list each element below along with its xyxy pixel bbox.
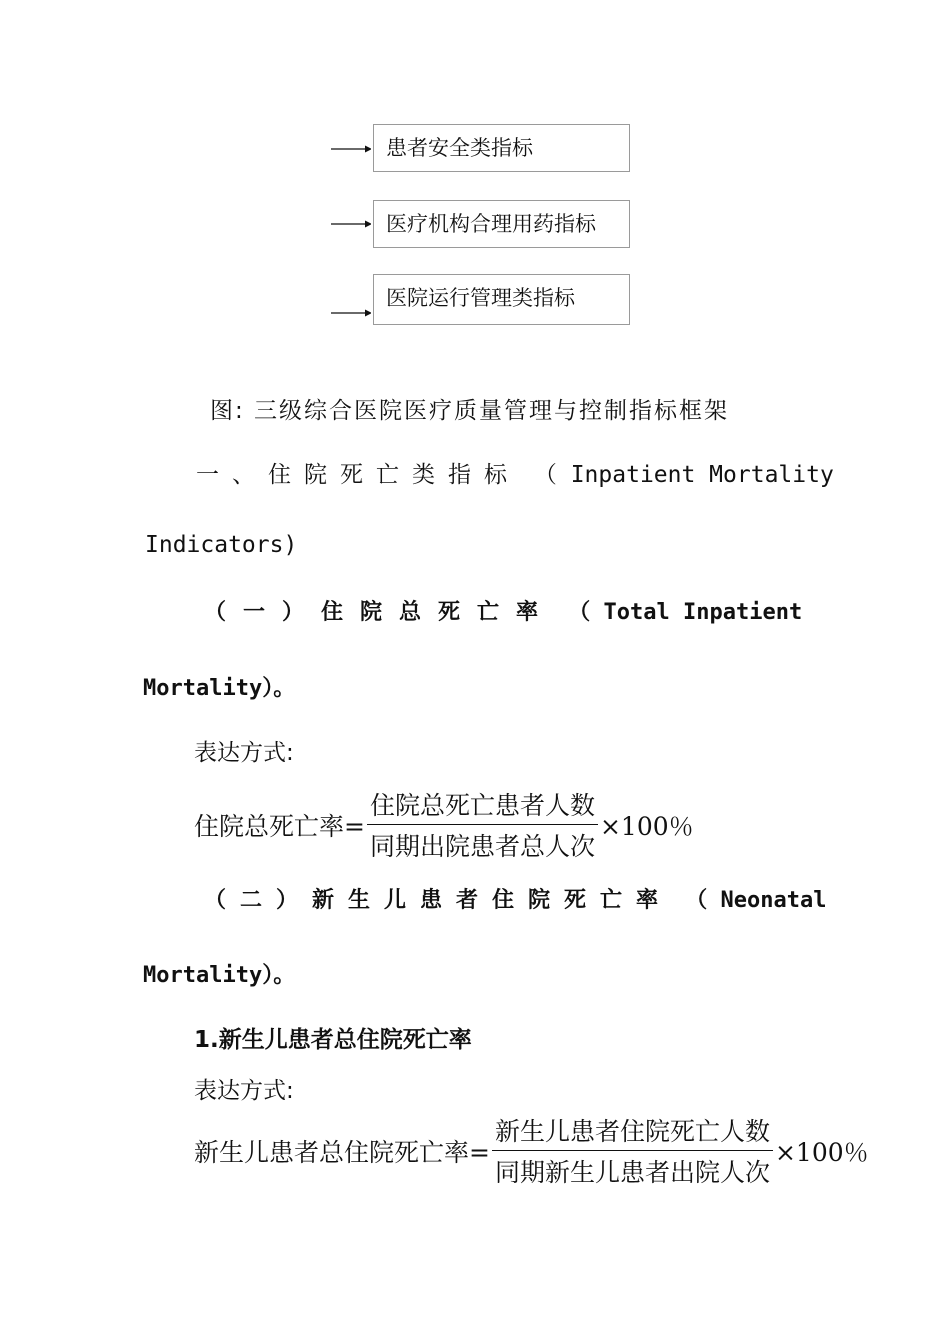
formula-neonatal-mortality [194, 1112, 869, 1189]
formula-rhs: ×100％ [774, 1137, 869, 1167]
formula-lhs: 住院总死亡率= [194, 811, 365, 841]
formula-numerator: 住院总死亡患者人数 [367, 786, 598, 825]
arrow-icon [331, 143, 371, 155]
formula-numerator: 新生儿患者住院死亡人数 [492, 1112, 773, 1151]
section-heading-cn: 一、住院死亡类指标 [196, 462, 520, 488]
formula-lhs: 新生儿患者总住院死亡率= [194, 1137, 490, 1167]
formula-rhs: ×100％ [599, 811, 694, 841]
figure-caption: 图: 三级综合医院医疗质量管理与控制指标框架 [210, 398, 730, 424]
indicator-box-rational-drug-use [373, 200, 630, 248]
box-label: 患者安全类指标 [386, 136, 533, 160]
section-heading-en: （ Inpatient Mortality [533, 462, 834, 488]
item-heading-en: （ Total Inpatient [568, 600, 803, 625]
indicator-box-hospital-operation [373, 274, 630, 325]
arrow-icon [331, 307, 371, 319]
formula-fraction [492, 1112, 773, 1189]
item-heading-en: （ Neonatal [685, 888, 827, 913]
sub-heading: 1.新生儿患者总住院死亡率 [194, 1027, 472, 1053]
arrow-icon [331, 218, 371, 230]
box-label: 医院运行管理类指标 [386, 286, 575, 310]
indicator-box-patient-safety [373, 124, 630, 172]
formula-total-mortality [194, 786, 694, 863]
item-heading [204, 883, 826, 914]
formula-fraction [367, 786, 598, 863]
expression-label: 表达方式: [194, 740, 294, 766]
expression-label: 表达方式: [194, 1078, 294, 1104]
section-heading-continued: Indicators) [145, 532, 298, 558]
item-heading-cn: （一）住院总死亡率 [204, 600, 556, 625]
section-heading [196, 456, 834, 489]
formula-denominator: 同期出院患者总人次 [369, 832, 595, 861]
item-heading-continued: Mortality）。 [143, 676, 296, 701]
item-heading-continued: Mortality）。 [143, 963, 296, 988]
formula-denominator: 同期新生儿患者出院人次 [494, 1158, 770, 1187]
box-label: 医疗机构合理用药指标 [386, 212, 596, 236]
item-heading-cn: （二）新生儿患者住院死亡率 [204, 888, 673, 913]
item-heading [204, 595, 802, 626]
